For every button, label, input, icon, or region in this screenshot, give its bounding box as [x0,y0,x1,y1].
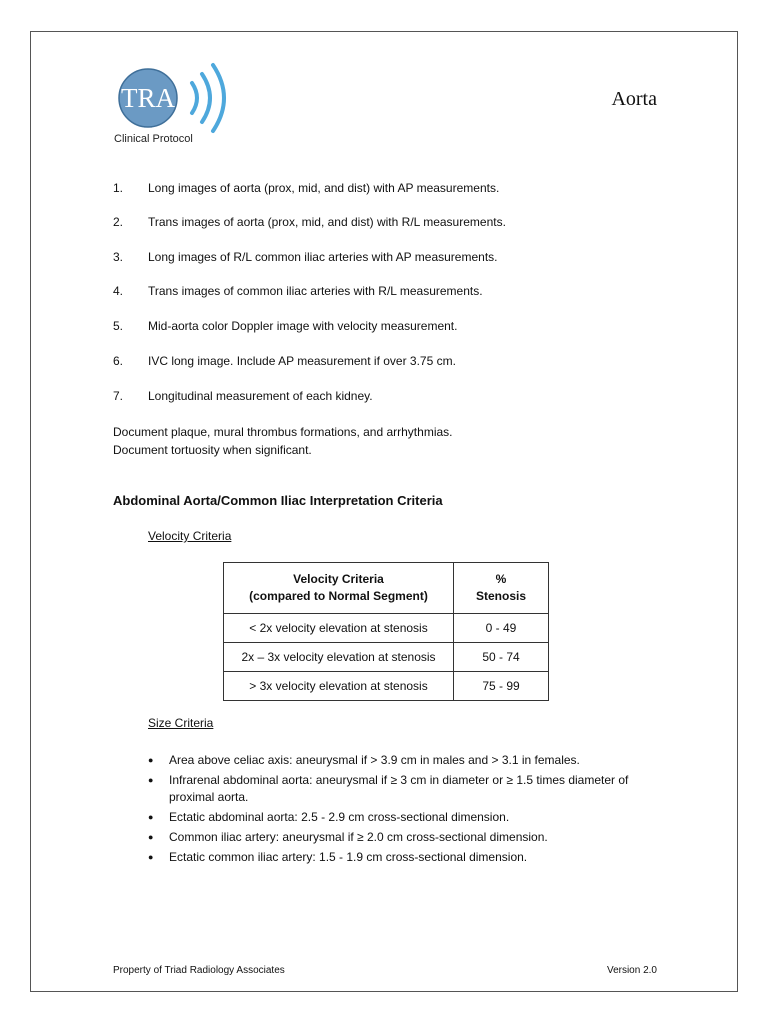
velocity-criteria-table [223,562,549,701]
step-number: 5. [113,319,124,333]
clinical-protocol-label: Clinical Protocol [114,133,193,145]
list-item: ● Ectatic abdominal aorta: 2.5 - 2.9 cm cross-sectional dimension. [148,809,668,826]
step-number: 6. [113,354,124,368]
step-text: Mid-aorta color Doppler image with velocity measurement. [148,319,458,333]
header-line: (compared to Normal Segment) [249,589,428,603]
table-row [224,672,549,701]
table-cell-stenosis: 50 - 74 [454,643,549,672]
page-title: Aorta [611,88,657,110]
step-text: Long images of aorta (prox, mid, and dist) with AP measurements. [148,181,500,195]
logo-wave-3 [213,65,224,131]
section-heading: Abdominal Aorta/Common Iliac Interpretation Criteria [113,493,443,508]
list-item: ● Area above celiac axis: aneurysmal if > 3.9 cm in males and > 3.1 in females. [148,752,668,769]
note-line: Document tortuosity when significant. [113,443,312,457]
step-number: 3. [113,250,124,264]
column-header-stenosis [454,563,549,614]
step-text: Longitudinal measurement of each kidney. [148,389,373,403]
logo-text: TRA [121,83,175,113]
table-cell-stenosis: 0 - 49 [454,614,549,643]
list-item: ● Ectatic common iliac artery: 1.5 - 1.9 cm cross-sectional dimension. [148,849,668,866]
column-header-criteria [224,563,454,614]
step-text: IVC long image. Include AP measurement if over 3.75 cm. [148,354,456,368]
table-row [224,614,549,643]
logo-wave-2 [202,74,210,122]
size-criteria-list [148,752,668,869]
velocity-criteria-heading: Velocity Criteria [148,529,232,543]
step-number: 2. [113,215,124,229]
step-text: Long images of R/L common iliac arteries with AP measurements. [148,250,498,264]
table-cell-criteria: > 3x velocity elevation at stenosis [224,672,454,701]
step-number: 1. [113,181,124,195]
logo-wave-1 [192,83,197,113]
size-criteria-heading: Size Criteria [148,716,214,730]
list-item: ● Infrarenal abdominal aorta: aneurysmal if ≥ 3 cm in diameter or ≥ 1.5 times diameter of proximal aorta. [148,772,668,806]
footer-version: Version 2.0 [606,965,657,976]
table-cell-criteria: < 2x velocity elevation at stenosis [224,614,454,643]
table-cell-criteria: 2x – 3x velocity elevation at stenosis [224,643,454,672]
step-text: Trans images of aorta (prox, mid, and dist) with R/L measurements. [148,215,506,229]
table-cell-stenosis: 75 - 99 [454,672,549,701]
header-line: % [495,572,507,586]
step-number: 7. [113,389,124,403]
tra-logo [118,62,238,134]
documentation-notes [113,423,453,459]
list-item: ● Common iliac artery: aneurysmal if ≥ 2.0 cm cross-sectional dimension. [148,829,668,846]
header-line: Stenosis [475,589,526,603]
footer-ownership: Property of Triad Radiology Associates [113,965,285,976]
step-text: Trans images of common iliac arteries with R/L measurements. [148,284,483,298]
table-row [224,643,549,672]
header-line: Velocity Criteria [293,572,384,586]
note-line: Document plaque, mural thrombus formations, and arrhythmias. [113,425,453,439]
table-header-row [224,563,549,614]
step-number: 4. [113,284,124,298]
